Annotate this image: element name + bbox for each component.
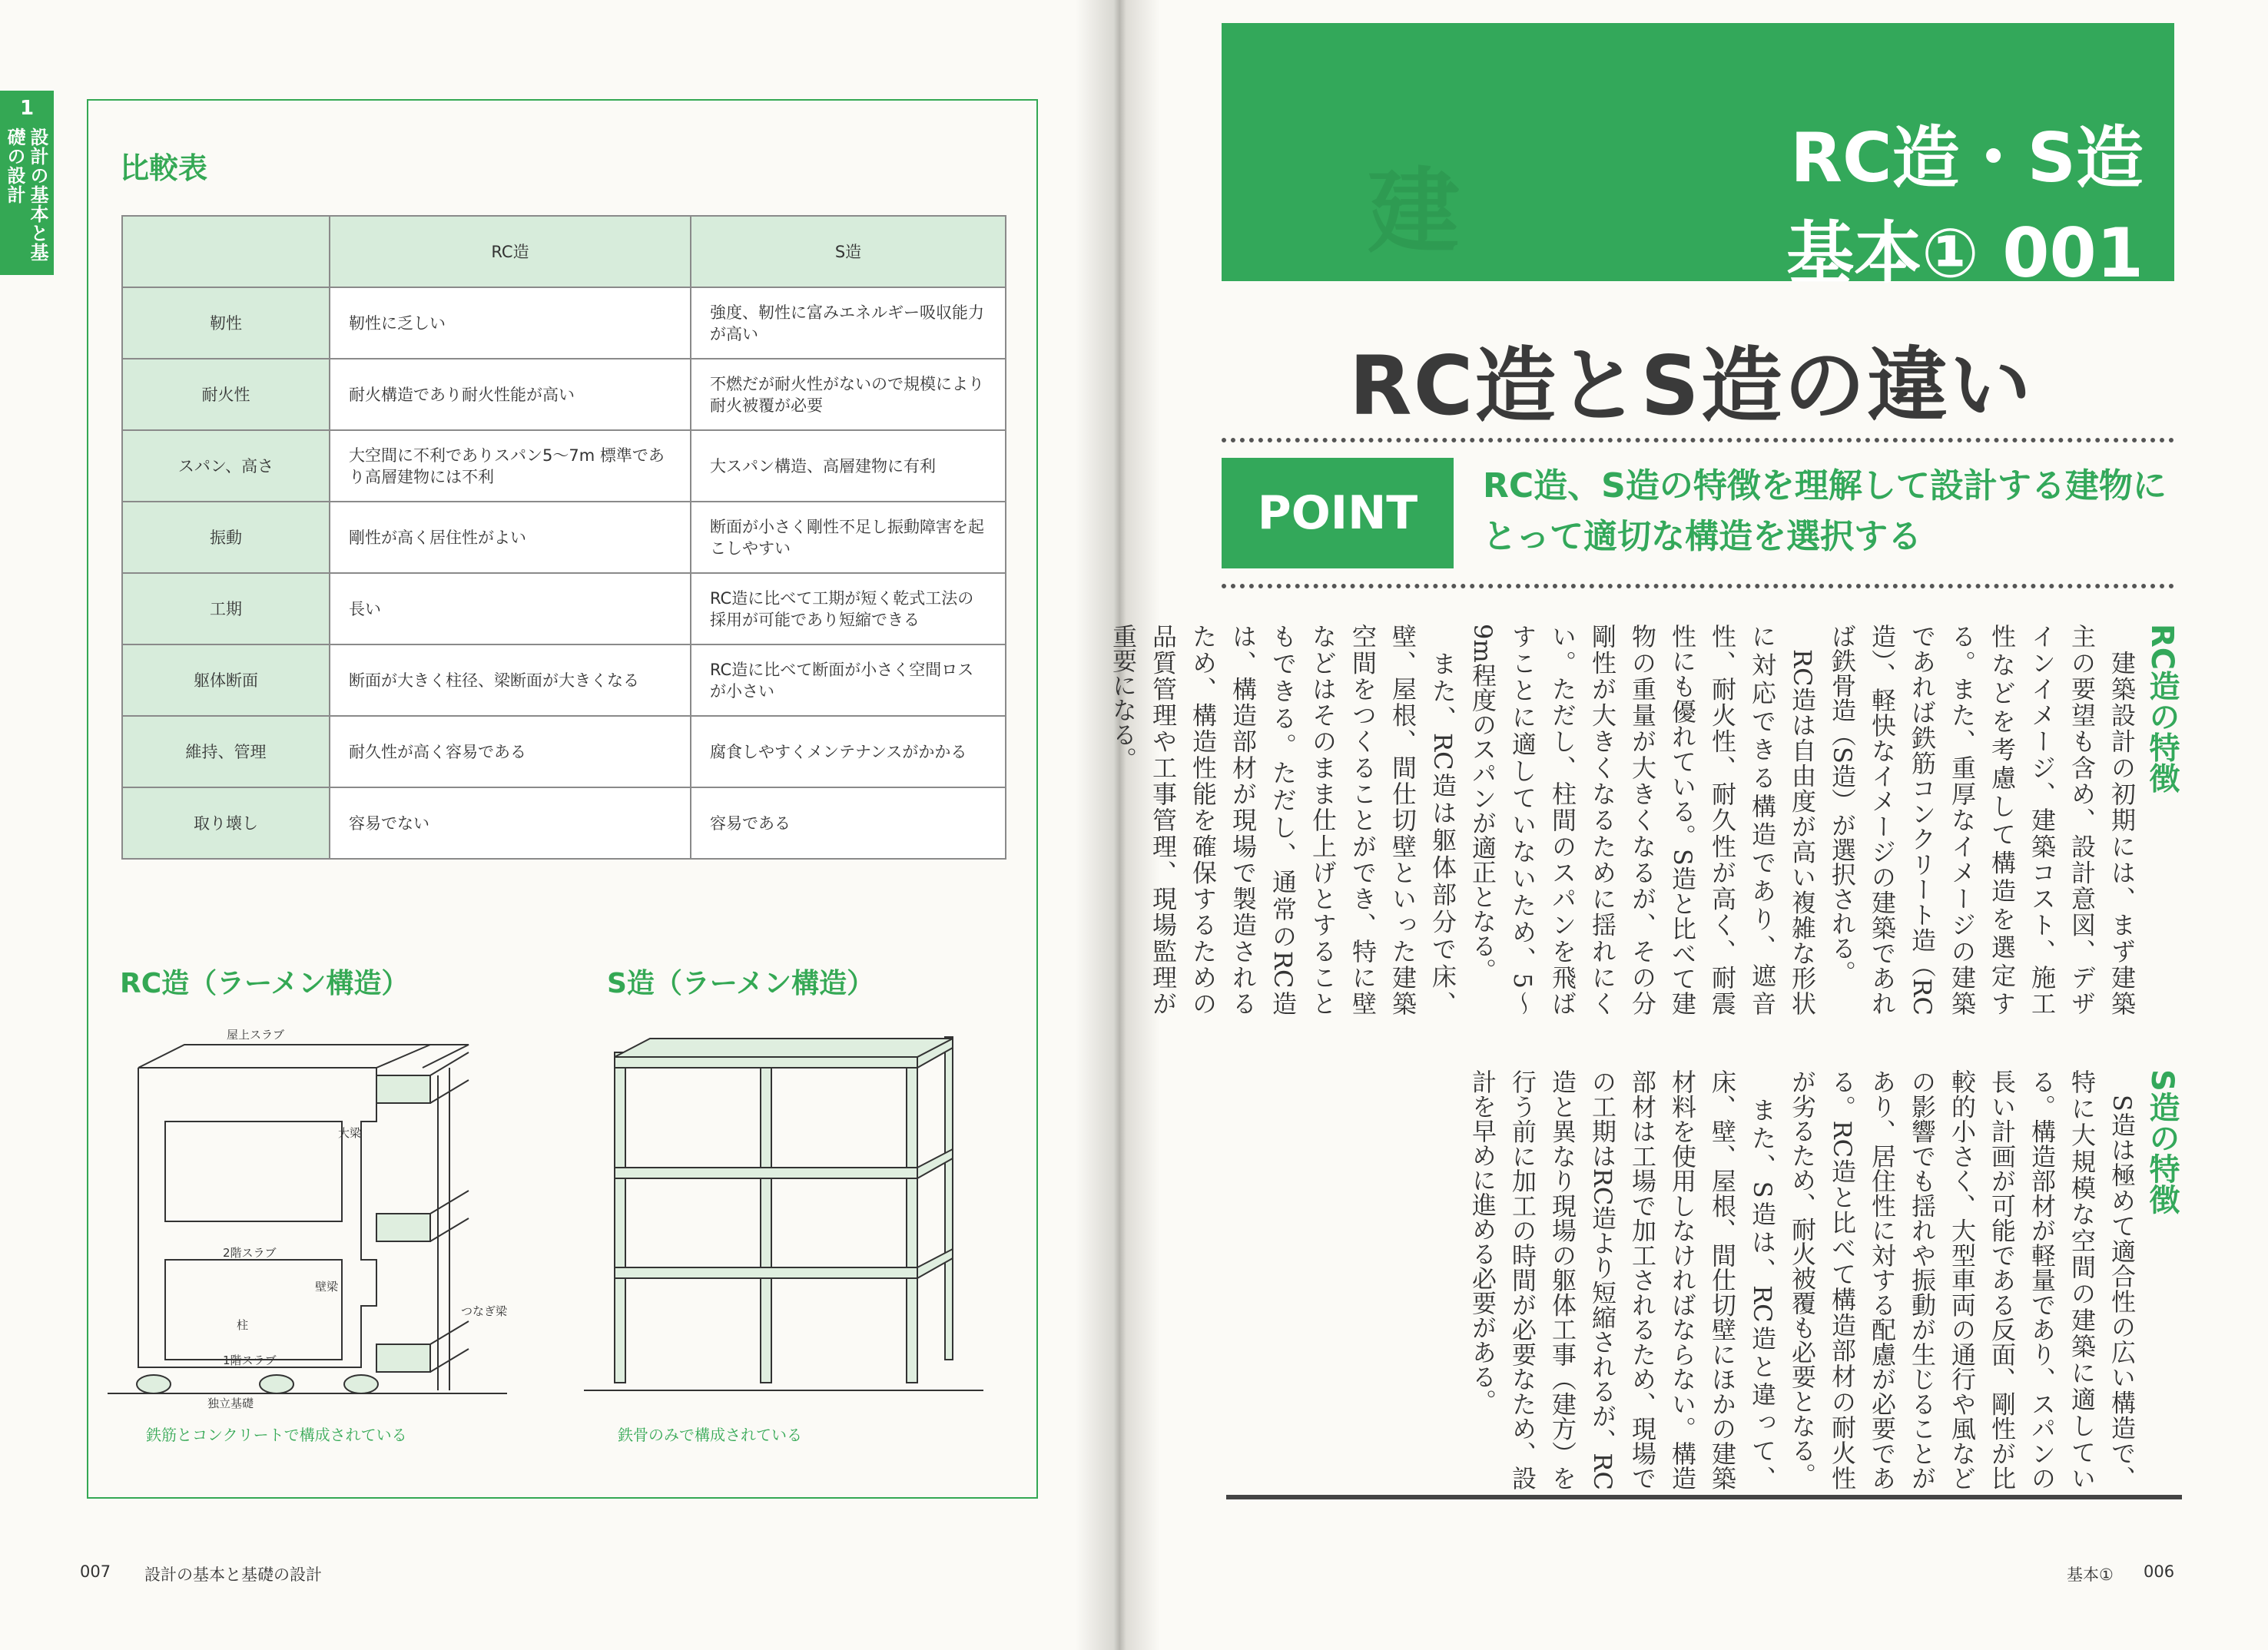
bottom-rule (1226, 1495, 2182, 1499)
table-header-cell (122, 216, 330, 287)
s-diagram-title: S造（ラーメン構造） (607, 968, 875, 999)
left-page-number: 007 (80, 1562, 111, 1581)
dotted-divider-top (1222, 438, 2174, 442)
rc-label-2f-slab: 2階スラブ (223, 1246, 277, 1260)
rc-label-wall-beam: 壁梁 (315, 1280, 339, 1294)
table-cell: 耐火構造であり耐火性能が高い (330, 359, 691, 430)
table-row-label: 耐火性 (122, 359, 330, 430)
left-running-head: 設計の基本と基礎の設計 (144, 1566, 322, 1584)
rc-label-main-beam: 大梁 (338, 1126, 362, 1140)
table-cell: 剛性が高く居住性がよい (330, 502, 691, 573)
table-row (122, 787, 1006, 859)
rc-paragraph-1: 建築設計の初期には、まず建築主の要望も含め、設計意図、デザインイメージ、建築コスト、施工性などを考慮して構造を選定する。また、重厚なイメージの建築であれば鉄筋コンクリート造（RC造）、軽快なイメージの建築であれば鉄骨造（S造）が選択される。 (1828, 624, 2137, 1016)
rc-paragraph-3: また、RC造は躯体部分で床、壁、屋根、間仕切壁といった建築空間をつくることができ、特に壁などはそのまま仕上げとすることもできる。ただし、通常のRC造は、構造部材が現場で製造されるため、構造性能を確保するための品質管理や工事管理、現場監理が重要になる。 (1109, 624, 1457, 1016)
s-section-heading: S造の特徴 (2144, 1069, 2180, 1214)
rc-label-column: 柱 (237, 1318, 249, 1332)
rc-label-1f-slab: 1階スラブ (223, 1353, 277, 1367)
table-row (122, 716, 1006, 787)
table-row-label: 工期 (122, 573, 330, 644)
table-cell: 大空間に不利でありスパン5〜7m 標準であり高層建物には不利 (330, 430, 691, 502)
s-frame-diagram (584, 1029, 999, 1413)
table-title: 比較表 (120, 151, 208, 185)
s-paragraph-2: また、S造は、RC造と違って、床、壁、屋根、間仕切壁にほかの建築材料を使用しなければならない。構造部材は工場で加工されるため、現場での工期はRC造より短縮されるが、RC造と異なり現場の躯体工事（建方）を行う前に加工の時間が必要なため、設計を早めに進める必要がある。 (1468, 1069, 1777, 1491)
table-row (122, 573, 1006, 644)
chapter-number: 1 (19, 97, 35, 120)
table-cell: 断面が大きく柱径、梁断面が大きくなる (330, 644, 691, 716)
right-running-head: 基本① (2067, 1566, 2114, 1584)
table-header-row (122, 216, 1006, 287)
table-header-cell: RC造 (330, 216, 691, 287)
table-row (122, 287, 1006, 359)
s-diagram-caption: 鉄骨のみで構成されている (618, 1426, 802, 1444)
table-row (122, 644, 1006, 716)
table-cell: 腐食しやすくメンテナンスがかかる (691, 716, 1006, 787)
table-cell: 不燃だが耐火性がないので規模により耐火被覆が必要 (691, 359, 1006, 430)
dotted-divider-bottom (1222, 584, 2174, 588)
table-cell: 長い (330, 573, 691, 644)
table-cell: RC造に比べて断面が小さく空間ロスが小さい (691, 644, 1006, 716)
table-cell: 靭性に乏しい (330, 287, 691, 359)
point-text: RC造、S造の特徴を理解して設計する建物にとって適切な構造を選択する (1483, 466, 2167, 556)
table-cell: 耐久性が高く容易である (330, 716, 691, 787)
table-row-label: 維持、管理 (122, 716, 330, 787)
table-cell: 大スパン構造、高層建物に有利 (691, 430, 1006, 502)
table-row-label: 靭性 (122, 287, 330, 359)
table-cell: 容易でない (330, 787, 691, 859)
comparison-table (121, 215, 1006, 860)
table-row (122, 359, 1006, 430)
table-row-label: 躯体断面 (122, 644, 330, 716)
body-text-lower (1229, 1069, 2182, 1490)
rc-label-footing: 独立基礎 (207, 1397, 254, 1410)
rc-paragraph-2: RC造は自由度が高い複雑な形状に対応できる構造であり、遮音性、耐火性、耐久性が高く、耐震性にも優れている。S造と比べて建物の重量が大きくなるが、その分剛性が大きくなるために揺れにくい。ただし、柱間のスパンを飛ばすことに適していないため、5〜9m程度のスパンが適正となる。 (1468, 624, 1817, 1016)
header-banner (1222, 23, 2174, 293)
rc-frame-diagram (108, 1029, 538, 1413)
rc-section-heading: RC造の特徴 (2144, 624, 2180, 794)
table-row-label: スパン、高さ (122, 430, 330, 502)
table-cell: 断面が小さく剛性不足し振動障害を起こしやすい (691, 502, 1006, 573)
rc-diagram-title: RC造（ラーメン構造） (120, 968, 410, 999)
point-badge: POINT (1222, 458, 1454, 568)
table-cell: 容易である (691, 787, 1006, 859)
table-cell: RC造に比べて工期が短く乾式工法の採用が可能であり短縮できる (691, 573, 1006, 644)
table-cell: 強度、靭性に富みエネルギー吸収能力が高い (691, 287, 1006, 359)
chapter-tab (0, 91, 54, 275)
rc-label-tie-beam: つなぎ梁 (461, 1304, 508, 1318)
table-row-label: 振動 (122, 502, 330, 573)
table-row (122, 430, 1006, 502)
banner-number: 基本① 001 (1786, 214, 2144, 293)
page-title: RC造とS造の違い (1349, 339, 2033, 433)
table-row-label: 取り壊し (122, 787, 330, 859)
right-page-number: 006 (2144, 1562, 2175, 1581)
s-paragraph-1: S造は極めて適合性の広い構造で、特に大規模な空間の建築に適している。構造部材が軽量であり、スパンの長い計画が可能である反面、剛性が比較的小さく、大型車両の通行や風などの影響でも揺れや振動が生じることがあり、居住性に対する配慮が必要である。RC造と比べて構造部材の耐火性が劣るため、耐火被覆も必要となる。 (1788, 1069, 2137, 1491)
chapter-label: 設計の基本と基礎の設計 (4, 128, 48, 262)
banner-category: RC造・S造 (1790, 118, 2144, 197)
banner-watermark: 建 (1368, 159, 1460, 266)
table-header-cell: S造 (691, 216, 1006, 287)
rc-diagram-caption: 鉄筋とコンクリートで構成されている (146, 1426, 407, 1444)
rc-label-roof-slab: 屋上スラブ (227, 1029, 285, 1042)
body-text-upper (1109, 624, 2182, 1016)
table-row (122, 502, 1006, 573)
